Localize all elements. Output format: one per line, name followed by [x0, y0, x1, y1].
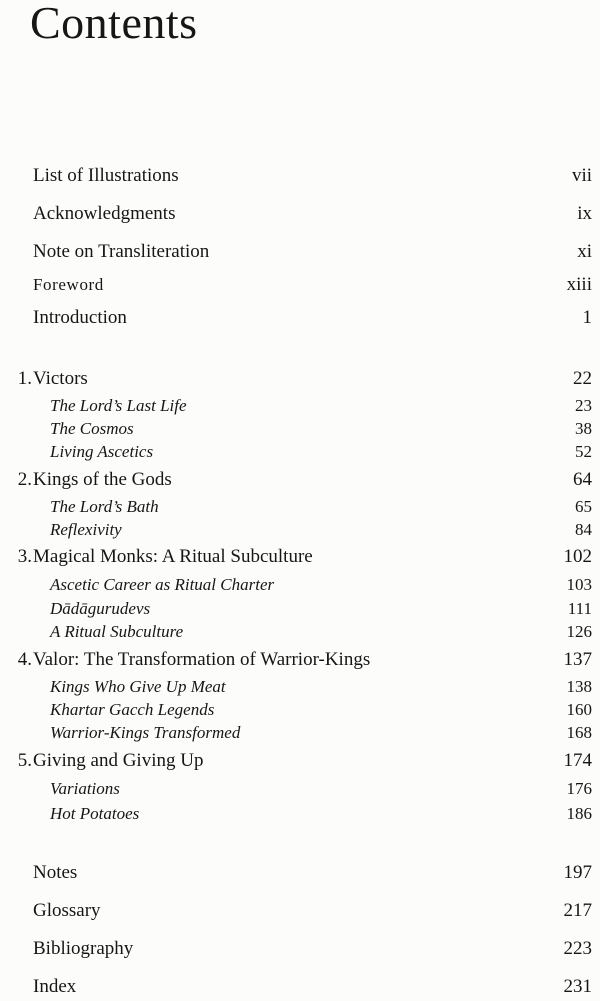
section-page: 111	[567, 599, 592, 618]
toc-entry-label: Acknowledgments	[33, 203, 176, 224]
section-title: Living Ascetics	[50, 442, 154, 461]
section-title: The Lord’s Last Life	[50, 396, 187, 415]
chapter-title: Giving and Giving Up	[33, 750, 204, 771]
section-entry	[0, 518, 600, 542]
section-page: 23	[575, 396, 592, 415]
section-title: Ascetic Career as Ritual Charter	[50, 575, 275, 594]
toc-entry-label: Note on Transliteration	[33, 241, 210, 262]
chapter-number: 5.	[17, 750, 32, 771]
section-page: 103	[566, 575, 592, 594]
section-title: Hot Potatoes	[50, 804, 140, 823]
section-title: The Cosmos	[50, 419, 134, 438]
chapter-number: 2.	[17, 469, 32, 490]
chapter-entry	[0, 545, 600, 569]
toc-entry-page: 231	[563, 976, 592, 997]
section-title: Dādāgurudevs	[50, 599, 151, 618]
section-title: Kings Who Give Up Meat	[50, 677, 226, 696]
section-entry	[0, 698, 600, 722]
toc-entry	[0, 202, 600, 226]
toc-entry	[0, 899, 600, 923]
section-page: 176	[566, 779, 592, 798]
chapter-page: 174	[563, 750, 592, 771]
section-entry	[0, 440, 600, 464]
page-title: Contents	[30, 0, 198, 48]
toc-entry-page: xiii	[566, 274, 592, 295]
chapter-entry	[0, 468, 600, 492]
toc-entry	[0, 975, 600, 999]
chapter-page: 137	[563, 649, 592, 670]
toc-entry-page: 1	[582, 307, 592, 328]
section-page: 126	[566, 622, 592, 641]
toc-entry	[0, 240, 600, 264]
toc-entry-page: 223	[563, 938, 592, 959]
chapter-entry	[0, 648, 600, 672]
chapter-title: Magical Monks: A Ritual Subculture	[33, 546, 313, 567]
chapter-title: Valor: The Transformation of Warrior-Kings	[33, 649, 371, 670]
toc-entry-label: Glossary	[33, 900, 101, 921]
chapter-number: 1.	[17, 368, 32, 389]
section-title: Variations	[50, 779, 120, 798]
toc-entry	[0, 861, 600, 885]
chapter-title: Kings of the Gods	[33, 469, 172, 490]
chapter-page: 102	[563, 546, 592, 567]
chapter-entry	[0, 749, 600, 773]
chapter-title: Victors	[33, 368, 88, 389]
section-title: A Ritual Subculture	[50, 622, 184, 641]
toc-entry-page: 217	[563, 900, 592, 921]
toc-entry-label: Bibliography	[33, 938, 134, 959]
toc-entry-label: Foreword	[33, 275, 104, 294]
section-entry	[0, 597, 600, 621]
section-entry	[0, 802, 600, 826]
section-title: Khartar Gacch Legends	[50, 700, 215, 719]
section-title: Reflexivity	[50, 520, 122, 539]
section-page: 38	[575, 419, 592, 438]
chapter-entry	[0, 367, 600, 391]
toc-entry	[0, 164, 600, 188]
section-title: Warrior-Kings Transformed	[50, 723, 241, 742]
section-entry	[0, 495, 600, 519]
toc-entry-page: ix	[577, 203, 592, 224]
section-page: 168	[566, 723, 592, 742]
toc-entry	[0, 937, 600, 961]
toc-entry-label: Index	[33, 976, 77, 997]
section-page: 65	[575, 497, 592, 516]
chapter-number: 4.	[17, 649, 32, 670]
section-entry	[0, 721, 600, 745]
section-page: 160	[566, 700, 592, 719]
section-entry	[0, 573, 600, 597]
chapter-page: 22	[573, 368, 592, 389]
chapter-number: 3.	[17, 546, 32, 567]
section-page: 138	[566, 677, 592, 696]
toc-entry	[0, 306, 600, 330]
chapter-page: 64	[573, 469, 592, 490]
section-page: 84	[575, 520, 592, 539]
section-entry	[0, 777, 600, 801]
toc-entry-label: List of Illustrations	[33, 165, 179, 186]
section-title: The Lord’s Bath	[50, 497, 159, 516]
section-entry	[0, 675, 600, 699]
toc-entry-label: Notes	[33, 862, 78, 883]
toc-entry-page: 197	[563, 862, 592, 883]
section-entry	[0, 417, 600, 441]
section-page: 186	[566, 804, 592, 823]
section-entry	[0, 394, 600, 418]
section-entry	[0, 620, 600, 644]
toc-entry-label: Introduction	[33, 307, 127, 328]
section-page: 52	[575, 442, 592, 461]
toc-entry-page: vii	[571, 165, 592, 186]
toc-entry-page: xi	[577, 241, 592, 262]
toc-entry	[0, 273, 600, 297]
